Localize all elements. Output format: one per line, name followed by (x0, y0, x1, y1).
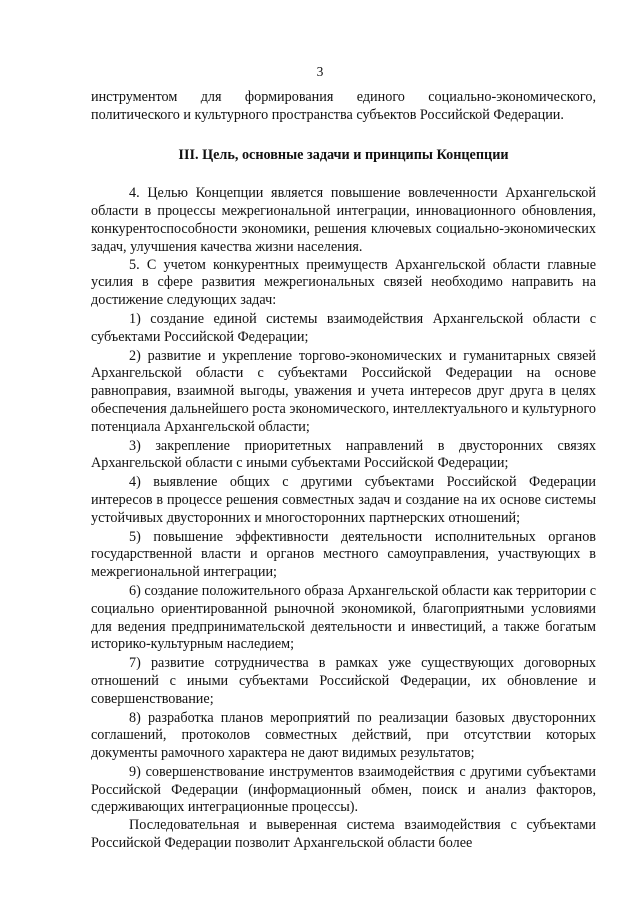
page-number: 3 (316, 64, 324, 79)
paragraph-4: 4. Целью Концепции является повышение вовлеченности Архангельской области в процессы межрегиональной интеграции, инновационного обновления, конкурентоспособности экономики, решения ключевых социально-экономических задач, улучшения качества жизни населения. (91, 185, 596, 255)
task-item-5: 5) повышение эффективности деятельности исполнительных органов государственной власти и органов местного самоуправления, участвующих в межрегиональной интеграции; (91, 528, 596, 581)
task-item-9: 9) совершенствование инструментов взаимодействия с другими субъектами Российской Федерации (информационный обмен, поиск и анализ факторов, сдерживающих интеграционные процессы). (91, 763, 596, 816)
task-item-6: 6) создание положительного образа Архангельской области как территории с социально ориентированной рыночной экономикой, благоприятными условиями для ведения предпринимательской деятельности и инвестиций, а также богатым историко-культурным наследием; (91, 582, 596, 653)
task-item-7: 7) развитие сотрудничества в рамках уже существующих договорных отношений с иными субъектами Российской Федерации, их обновление и совершенствование; (91, 655, 596, 707)
task-item-4: 4) выявление общих с другими субъектами Российской Федерации интересов в процессе решения совместных задач и создание на их основе системы устойчивых двусторонних и многосторонних партнерских отношений; (91, 474, 596, 526)
paragraph-5: 5. С учетом конкурентных преимуществ Архангельской области главные усилия в сфере развития межрегиональных связей необходимо направить на достижение следующих задач: (91, 256, 596, 309)
task-item-3: 3) закрепление приоритетных направлений в двусторонних связях Архангельской области с иными субъектами Российской Федерации; (91, 437, 596, 472)
closing-paragraph: Последовательная и выверенная система взаимодействия с субъектами Российской Федерации позволит Архангельской области более (91, 817, 596, 852)
document-body (91, 89, 596, 853)
task-item-1: 1) создание единой системы взаимодействия Архангельской области с субъектами Российской Федерации; (91, 310, 596, 345)
task-item-2: 2) развитие и укрепление торгово-экономических и гуманитарных связей Архангельской области с субъектами Российской Федерации на основе равноправия, взаимной выгоды, уважения и учета интересов друг друга в целях обеспечения дальнейшего роста экономического, интеллектуального и культурного потенциала Архангельской области; (91, 347, 596, 435)
section-heading: III. Цель, основные задачи и принципы Концепции (178, 146, 509, 163)
intro-paragraph: инструментом для формирования единого социально-экономического, политического и культурного пространства субъектов Российской Федерации. (91, 89, 596, 123)
task-item-8: 8) разработка планов мероприятий по реализации базовых двусторонних соглашений, протоколов совместных действий, при отсутствии которых документы рамочного характера не дают видимых результатов; (91, 709, 596, 762)
